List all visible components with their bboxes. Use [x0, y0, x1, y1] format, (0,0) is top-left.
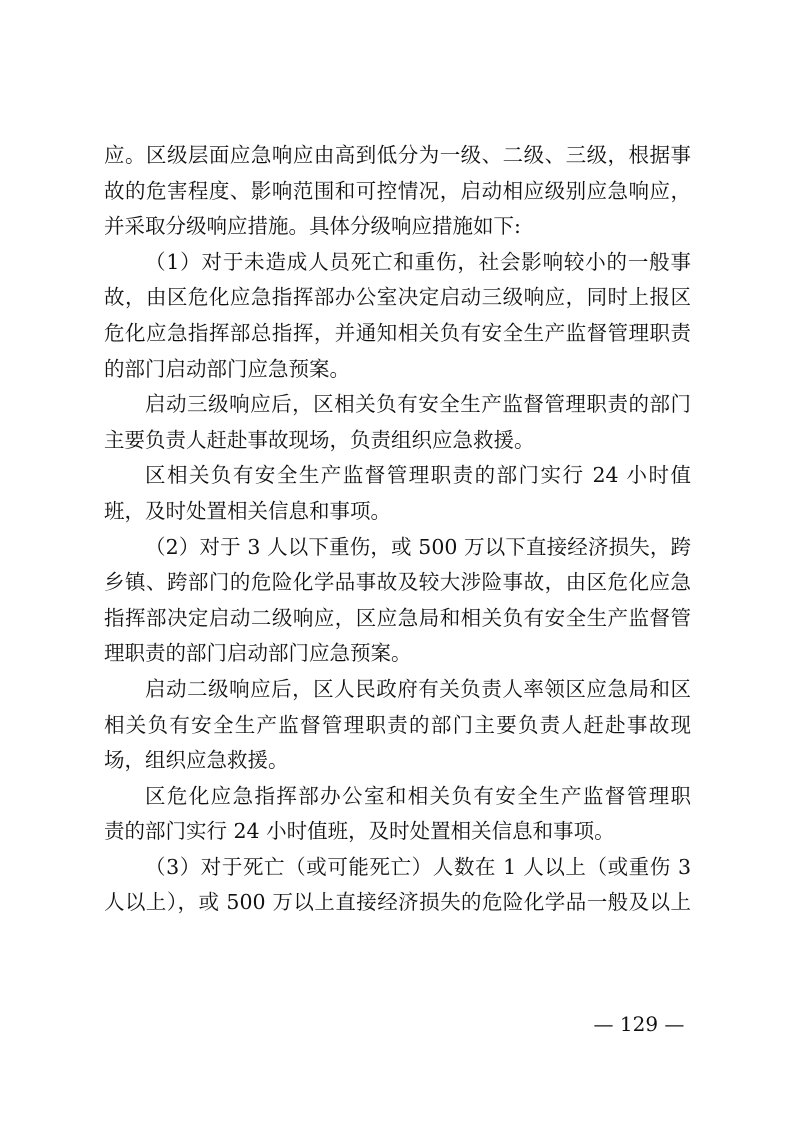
text-line: 场，组织应急救援。 — [104, 748, 289, 773]
text-line: （3）对于死亡（或可能死亡）人数在 1 人以上（或重伤 3 — [145, 854, 691, 879]
text-line: （1）对于未造成人员死亡和重伤，社会影响较小的一般事 — [145, 249, 691, 274]
text-line: 乡镇、跨部门的危险化学品事故及较大涉险事故，由区危化应急 — [104, 570, 691, 595]
paragraph-p6 — [104, 672, 691, 779]
text-line: 人以上），或 500 万以上直接经济损失的危险化学品一般及以上 — [104, 890, 691, 915]
text-line: 故，由区危化应急指挥部办公室决定启动三级响应，同时上报区 — [104, 285, 691, 310]
text-line: 启动三级响应后，区相关负有安全生产监督管理职责的部门 — [145, 392, 691, 417]
text-line: 指挥部决定启动二级响应，区应急局和相关负有安全生产监督管 — [104, 605, 691, 630]
paragraph-p2 — [104, 245, 691, 387]
paragraph-p3 — [104, 387, 691, 458]
paragraph-p7 — [104, 779, 691, 850]
page-number: — 129 — — [593, 1012, 685, 1036]
text-line: 理职责的部门启动部门应急预案。 — [104, 641, 412, 666]
text-line: 危化应急指挥部总指挥，并通知相关负有安全生产监督管理职责 — [104, 320, 691, 345]
text-line: （2）对于 3 人以下重伤，或 500 万以下直接经济损失，跨 — [145, 534, 691, 559]
paragraph-p5 — [104, 530, 691, 672]
text-line: 应。区级层面应急响应由高到低分为一级、二级、三级，根据事 — [104, 143, 691, 167]
paragraph-p8 — [104, 850, 691, 921]
text-line: 班，及时处置相关信息和事项。 — [104, 498, 391, 523]
paragraph-p4 — [104, 458, 691, 529]
document-body — [104, 138, 691, 921]
text-line: 的部门启动部门应急预案。 — [104, 356, 350, 381]
paragraph-p1 — [104, 138, 691, 245]
text-line: 相关负有安全生产监督管理职责的部门主要负责人赶赴事故现 — [104, 712, 691, 737]
text-line: 主要负责人赶赴事故现场，负责组织应急救援。 — [104, 427, 535, 452]
text-line: 区相关负有安全生产监督管理职责的部门实行 24 小时值 — [145, 463, 691, 488]
text-line: 并采取分级响应措施。具体分级响应措施如下: — [104, 214, 521, 239]
text-line: 故的危害程度、影响范围和可控情况，启动相应级别应急响应， — [104, 178, 691, 203]
text-line: 责的部门实行 24 小时值班，及时处置相关信息和事项。 — [104, 819, 615, 844]
text-line: 区危化应急指挥部办公室和相关负有安全生产监督管理职 — [145, 783, 691, 808]
text-line: 启动二级响应后，区人民政府有关负责人率领区应急局和区 — [145, 676, 691, 701]
